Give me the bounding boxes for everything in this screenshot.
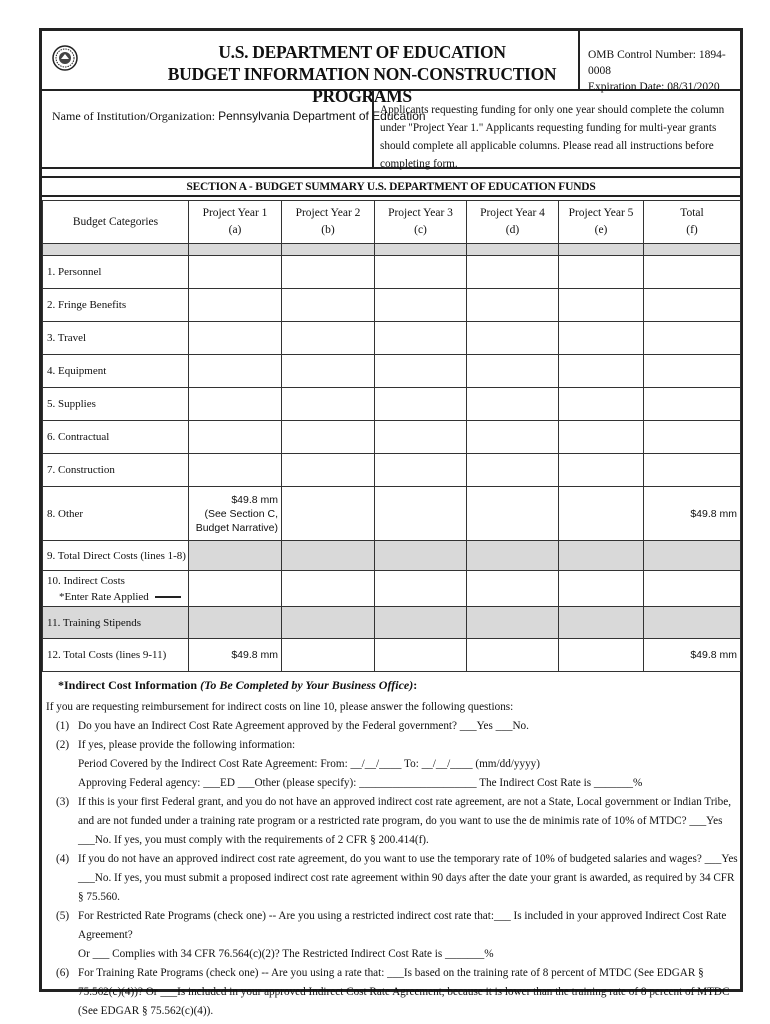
table-row bbox=[43, 256, 741, 289]
cell-year5[interactable] bbox=[559, 421, 644, 454]
cell-total[interactable] bbox=[644, 256, 741, 289]
table-row bbox=[43, 607, 741, 639]
cell-year3[interactable] bbox=[375, 541, 467, 571]
cell-year5[interactable] bbox=[559, 256, 644, 289]
table-row bbox=[43, 454, 741, 487]
cell-year3[interactable] bbox=[375, 607, 467, 639]
indirect-intro: If you are requesting reimbursement for indirect costs on line 10, please answer the following questions: bbox=[46, 701, 514, 713]
cell-year4[interactable] bbox=[467, 487, 559, 541]
section-a-title: SECTION A - BUDGET SUMMARY U.S. DEPARTMENT OF EDUCATION FUNDS bbox=[42, 176, 740, 197]
question-5: (5) For Restricted Rate Programs (check one) -- Are you using a restricted indirect cost rate that:___ Is included in your approved Indirect Cost Rate Agreement? Or ___ Complies with 34 CFR 76.564(c)(2)? The Restricted Indirect Cost Rate is _______% bbox=[56, 910, 727, 960]
title-line-1: U.S. DEPARTMENT OF EDUCATION bbox=[218, 42, 506, 62]
table-row bbox=[43, 421, 741, 454]
table-row bbox=[43, 571, 741, 607]
rate-dash bbox=[155, 596, 181, 598]
cell-year3[interactable] bbox=[375, 256, 467, 289]
cell-year1[interactable] bbox=[189, 388, 282, 421]
table-header-row bbox=[43, 201, 741, 244]
cell-year1[interactable] bbox=[189, 571, 282, 607]
cell-year2[interactable] bbox=[282, 322, 375, 355]
col-header-year1: Project Year 1 (a) bbox=[189, 201, 282, 244]
row-label: 3. Travel bbox=[43, 322, 189, 355]
row-label: 4. Equipment bbox=[43, 355, 189, 388]
cell-total[interactable] bbox=[644, 289, 741, 322]
cell-year5[interactable] bbox=[559, 289, 644, 322]
cell-total[interactable] bbox=[644, 541, 741, 571]
cell-year4[interactable] bbox=[467, 289, 559, 322]
cell-year2[interactable] bbox=[282, 607, 375, 639]
cell-year4[interactable] bbox=[467, 541, 559, 571]
table-row bbox=[43, 639, 741, 672]
row-label: 9. Total Direct Costs (lines 1-8) bbox=[43, 541, 189, 571]
cell-year2[interactable] bbox=[282, 454, 375, 487]
cell-year2[interactable] bbox=[282, 289, 375, 322]
cell-year4[interactable] bbox=[467, 607, 559, 639]
cell-total[interactable] bbox=[644, 454, 741, 487]
row-label-line1: 10. Indirect Costs bbox=[47, 574, 125, 587]
cell-year4[interactable] bbox=[467, 571, 559, 607]
cell-year3[interactable] bbox=[375, 571, 467, 607]
cell-year4[interactable] bbox=[467, 421, 559, 454]
cell-year3[interactable] bbox=[375, 355, 467, 388]
cell-year4[interactable] bbox=[467, 322, 559, 355]
row-label: 12. Total Costs (lines 9-11) bbox=[43, 639, 189, 672]
cell-year4[interactable] bbox=[467, 454, 559, 487]
cell-year2[interactable] bbox=[282, 421, 375, 454]
col-header-year3: Project Year 3 (c) bbox=[375, 201, 467, 244]
heading-colon: : bbox=[413, 678, 418, 692]
cell-total[interactable] bbox=[644, 388, 741, 421]
title-line-2: BUDGET INFORMATION NON-CONSTRUCTION PROGRAMS bbox=[167, 64, 557, 106]
omb-box bbox=[578, 31, 740, 93]
cell-year2[interactable] bbox=[282, 355, 375, 388]
cell-year3[interactable] bbox=[375, 388, 467, 421]
cell-year1[interactable] bbox=[189, 421, 282, 454]
form-header bbox=[42, 31, 740, 106]
cell-year4[interactable] bbox=[467, 388, 559, 421]
cell-year1-amount: $49.8 mm bbox=[231, 493, 278, 506]
cell-year1[interactable]: $49.8 mm bbox=[189, 639, 282, 672]
row-label: 7. Construction bbox=[43, 454, 189, 487]
cell-total[interactable]: $49.8 mm bbox=[644, 487, 741, 541]
cell-year1[interactable] bbox=[189, 256, 282, 289]
table-row bbox=[43, 388, 741, 421]
table-row bbox=[43, 355, 741, 388]
col-header-year2: Project Year 2 (b) bbox=[282, 201, 375, 244]
cell-total[interactable] bbox=[644, 355, 741, 388]
cell-year5[interactable] bbox=[559, 639, 644, 672]
cell-year1[interactable] bbox=[189, 289, 282, 322]
omb-control-number: OMB Control Number: 1894-0008 bbox=[588, 49, 726, 77]
budget-summary-table bbox=[42, 200, 741, 672]
row-label: 5. Supplies bbox=[43, 388, 189, 421]
cell-year2[interactable] bbox=[282, 639, 375, 672]
cell-year1[interactable] bbox=[189, 607, 282, 639]
cell-year1[interactable] bbox=[189, 355, 282, 388]
cell-year1[interactable] bbox=[189, 322, 282, 355]
cell-year1-note-2: Budget Narrative) bbox=[195, 521, 278, 534]
institution-value[interactable]: Pennsylvania Department of Education bbox=[218, 109, 426, 123]
question-4: (4) If you do not have an approved indirect cost rate agreement, do you want to use the temporary rate of 10% of budgeted salaries and wages? ___Yes ___No. If yes, you must submit a proposed indirect cost rate agreement within 90 days after the date your grant is awarded, as required by 34 CFR § 75.560. bbox=[56, 853, 738, 903]
cell-year4[interactable] bbox=[467, 256, 559, 289]
cell-year2[interactable] bbox=[282, 541, 375, 571]
cell-year3[interactable] bbox=[375, 322, 467, 355]
cell-year1[interactable] bbox=[189, 541, 282, 571]
cell-year5[interactable] bbox=[559, 607, 644, 639]
col-header-year5: Project Year 5 (e) bbox=[559, 201, 644, 244]
row-label bbox=[43, 571, 189, 607]
institution-name bbox=[52, 109, 426, 124]
expiration-date: Expiration Date: 08/31/2020 bbox=[588, 81, 720, 93]
cell-year2[interactable] bbox=[282, 388, 375, 421]
table-row bbox=[43, 322, 741, 355]
table-row bbox=[43, 487, 741, 541]
cell-year1[interactable] bbox=[189, 487, 282, 541]
cell-year1[interactable] bbox=[189, 454, 282, 487]
cell-year5[interactable] bbox=[559, 388, 644, 421]
cell-year2[interactable] bbox=[282, 487, 375, 541]
cell-total[interactable] bbox=[644, 607, 741, 639]
indirect-cost-section bbox=[46, 676, 738, 1021]
cell-year2[interactable] bbox=[282, 256, 375, 289]
cell-year3[interactable] bbox=[375, 639, 467, 672]
row-label: 1. Personnel bbox=[43, 256, 189, 289]
cell-year1-note-1: (See Section C, bbox=[204, 507, 278, 520]
question-2: (2) If yes, please provide the following information: Period Covered by the Indirect Cost Rate Agreement: From: __/__/____ To: __/__/____ (mm/dd/yyyy) Approving Federal agency: ___ED ___Other (please specify): _____________________ The Indirect Cost Rate is _______% bbox=[56, 739, 643, 789]
row-label: 8. Other bbox=[43, 487, 189, 541]
cell-year5[interactable] bbox=[559, 322, 644, 355]
cell-year4[interactable] bbox=[467, 355, 559, 388]
instructions-note: Applicants requesting funding for only one year should complete the column under "Project Year 1." Applicants requesting funding for multi-year grants should complete all applicable columns. Please read all instructions before completing form. bbox=[372, 91, 740, 167]
cell-year5[interactable] bbox=[559, 487, 644, 541]
cell-total[interactable] bbox=[644, 421, 741, 454]
institution-row bbox=[42, 91, 740, 169]
cell-year5[interactable] bbox=[559, 541, 644, 571]
heading-bold: *Indirect Cost Information bbox=[58, 678, 201, 692]
cell-total[interactable] bbox=[644, 571, 741, 607]
col-header-total: Total (f) bbox=[644, 201, 741, 244]
row-label: 11. Training Stipends bbox=[43, 607, 189, 639]
row-label-line2: *Enter Rate Applied bbox=[59, 590, 149, 603]
cell-year5[interactable] bbox=[559, 454, 644, 487]
cell-total[interactable]: $49.8 mm bbox=[644, 639, 741, 672]
cell-year5[interactable] bbox=[559, 355, 644, 388]
table-row bbox=[43, 541, 741, 571]
row-label: 6. Contractual bbox=[43, 421, 189, 454]
cell-year4[interactable] bbox=[467, 639, 559, 672]
question-3: (3) If this is your first Federal grant, and you do not have an approved indirect cost rate agreement, are not a State, Local government or Indian Tribe, and are not funded under a training rate program or a restricted rate program, do you want to use the de minimis rate of 10% of MTDC? ___Yes ___No. If yes, you must comply with the requirements of 2 CFR § 200.414(f). bbox=[56, 796, 732, 846]
col-header-year4: Project Year 4 (d) bbox=[467, 201, 559, 244]
spacer-row bbox=[43, 244, 741, 256]
cell-year3[interactable] bbox=[375, 289, 467, 322]
cell-year2[interactable] bbox=[282, 571, 375, 607]
col-header-categories: Budget Categories bbox=[43, 201, 189, 244]
cell-year3[interactable] bbox=[375, 454, 467, 487]
institution-label: Name of Institution/Organization: bbox=[52, 109, 219, 123]
row-label: 2. Fringe Benefits bbox=[43, 289, 189, 322]
question-1: (1) Do you have an Indirect Cost Rate Agreement approved by the Federal government? ___Yes ___No. bbox=[56, 720, 529, 732]
question-6: (6) For Training Rate Programs (check one) -- Are you using a rate that: ___Is based on the training rate of 8 percent of MTDC (See EDGAR § 75.562(c)(4))? Or ___Is included in your approved Indirect Cost Rate Agreement, because it is lower than the training rate of 8 percent of MTDC (See EDGAR § 75.562(c)(4)). bbox=[56, 967, 730, 1017]
cell-year5[interactable] bbox=[559, 571, 644, 607]
indirect-cost-heading bbox=[58, 676, 738, 695]
cell-year3[interactable] bbox=[375, 487, 467, 541]
department-seal-icon bbox=[52, 45, 78, 71]
cell-year3[interactable] bbox=[375, 421, 467, 454]
table-row bbox=[43, 289, 741, 322]
cell-total[interactable] bbox=[644, 322, 741, 355]
heading-italic: (To Be Completed by Your Business Office) bbox=[200, 678, 414, 692]
